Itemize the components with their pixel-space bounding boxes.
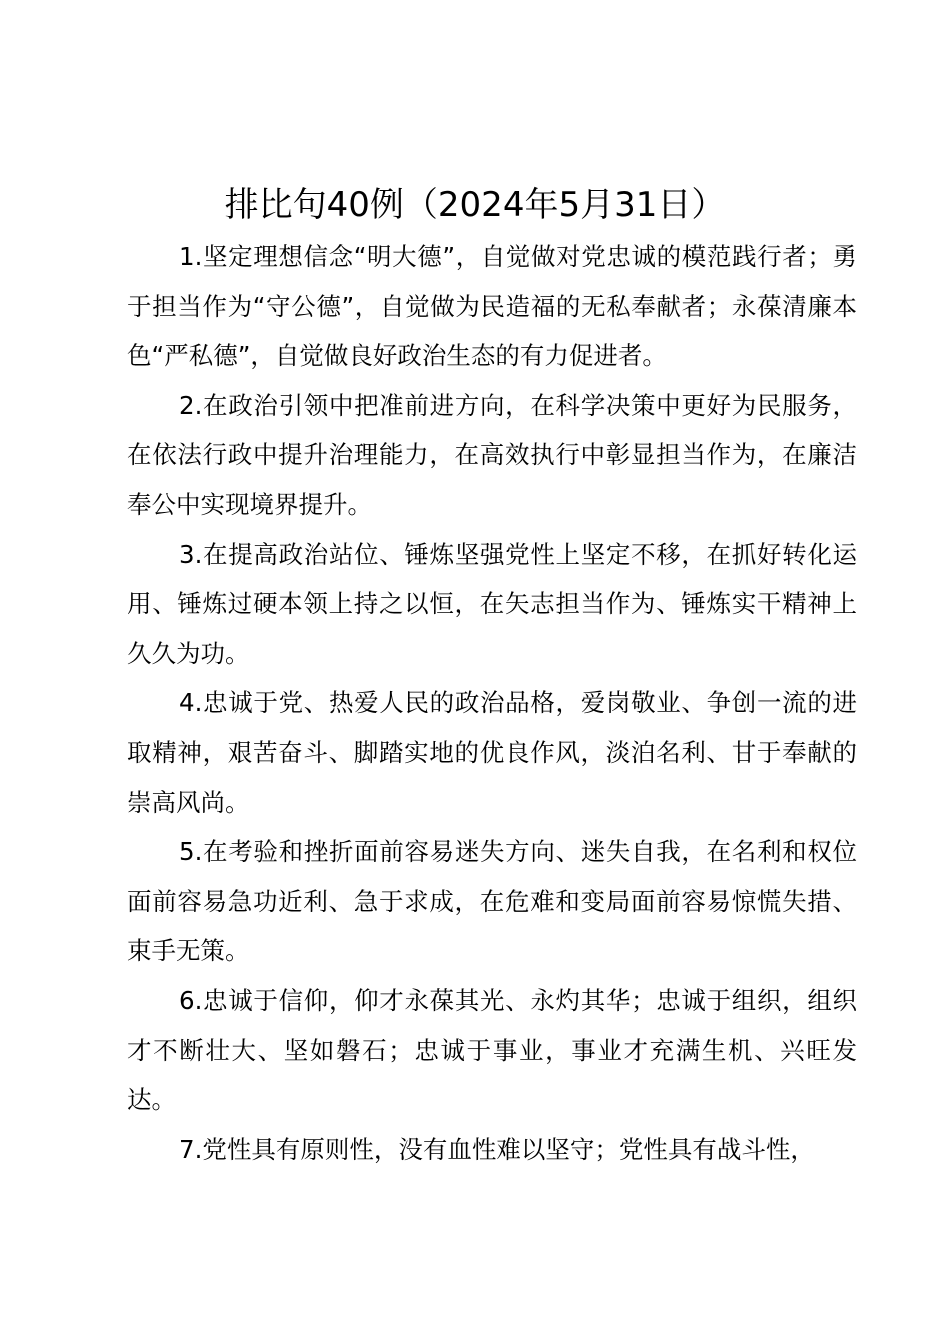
paragraph-5: 5.在考验和挫折面前容易迷失方向、迷失自我，在名利和权位面前容易急功近利、急于求成，在危难和变局面前容易惊慌失措、束手无策。 xyxy=(127,837,857,966)
paragraph-6: 6.忠诚于信仰，仰才永葆其光、永灼其华；忠诚于组织，组织才不断壮大、坚如磐石；忠诚于事业，事业才充满生机、兴旺发达。 xyxy=(127,985,857,1115)
paragraph-2: 2.在政治引领中把准前进方向，在科学决策中更好为民服务，在依法行政中提升治理能力，在高效执行中彰显担当作为，在廉洁奉公中实现境界提升。 xyxy=(127,390,857,519)
paragraph-3: 3.在提高政治站位、锤炼坚强党性上坚定不移，在抓好转化运用、锤炼过硬本领上持之以恒，在矢志担当作为、锤炼实干精神上久久为功。 xyxy=(127,539,857,668)
document-title: 排比句40例（2024年5月31日） xyxy=(224,185,726,225)
document-body xyxy=(127,232,857,1174)
paragraph-7: 7.党性具有原则性，没有血性难以坚守；党性具有战斗性， xyxy=(179,1134,815,1164)
paragraph-1: 1.坚定理想信念“明大德”，自觉做对党忠诚的模范践行者；勇于担当作为“守公德”，自觉做为民造福的无私奉献者；永葆清廉本色“严私德”，自觉做良好政治生态的有力促进者。 xyxy=(127,242,857,371)
paragraph-4: 4.忠诚于党、热爱人民的政治品格，爱岗敬业、争创一流的进取精神，艰苦奋斗、脚踏实地的优良作风，淡泊名利、甘于奉献的崇高风尚。 xyxy=(127,688,857,817)
